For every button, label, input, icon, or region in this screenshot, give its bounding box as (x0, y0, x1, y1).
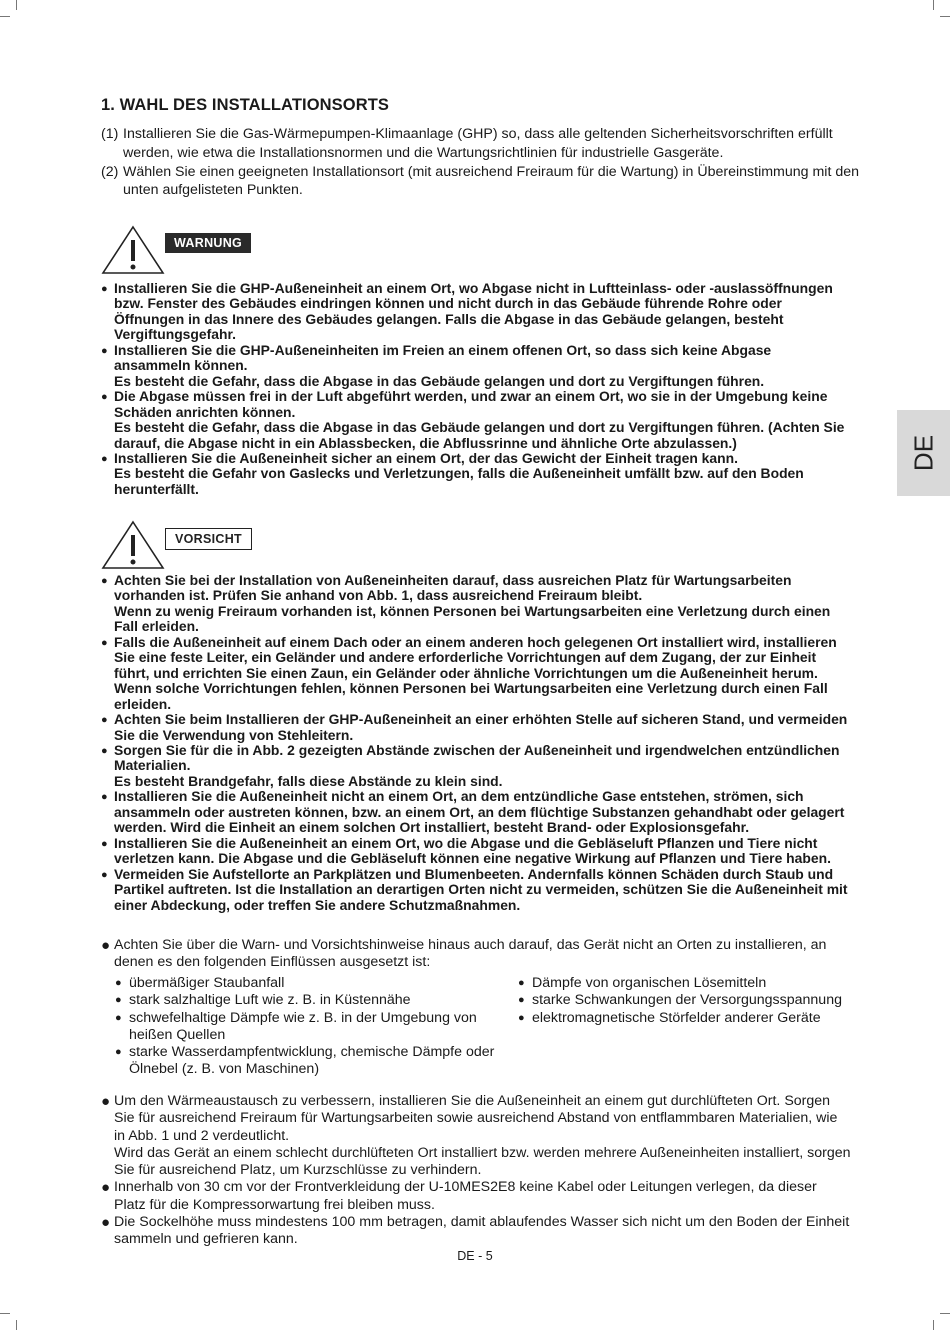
item-text: Installieren Sie die GHP-Außeneinheiten im Freien an einem offenen Ort, so dass sich keine Abgase ansammeln können. Es besteht die Gefahr, dass die Abgase in das Gebäude gelangen und dort zu Vergiftungen führen. (114, 341, 772, 389)
caution-item (101, 635, 851, 712)
bullet-icon: ● (101, 344, 108, 357)
item-text: stark salzhaltige Luft wie z. B. in Küstennähe (129, 992, 411, 1009)
item-text: Achten Sie beim Installieren der GHP-Außeneinheit an einer erhöhten Stelle auf sicheren Stand, und vermeiden Sie die Verwendung von Stehleitern. (114, 711, 848, 743)
warning-header (101, 225, 243, 275)
item-text: Installieren Sie die Gas-Wärmepumpen-Klimaanlage (GHP) so, dass alle geltenden Sicherheitsvorschriften erfüllt werden, wie etwa die Installationsnormen und die Wartungsrichtlinien für industrielle Gasgeräte. (123, 126, 833, 161)
warning-item (101, 343, 851, 389)
item-text: Installieren Sie die GHP-Außeneinheit an einem Ort, wo Abgase nicht in Luftteinlass- oder -auslassöffnungen bzw. Fenster des Gebäudes eindringen können und nicht durch in das Gebäude führende Rohre oder Öffnungen in das Innere des Gebäudes gelangen. Falls die Abgase in das Gebäude gelangen, besteht Vergiftungsgefahr. (114, 280, 833, 343)
influence-item (518, 992, 858, 1009)
caution-badge: VORSICHT (165, 528, 252, 550)
item-text: Falls die Außeneinheit auf einem Dach oder an einem anderen hoch gelegenen Ort installiert wird, installieren Sie eine feste Leiter, ein Geländer und andere erforderliche Vorrichtungen auf dem Zugang, der zur Einheit führt, und errichten Sie einen Zaun, ein Geländer oder ähnliche Vorrichtungen um die Außeneinheit herum. Wenn solche Vorrichtungen fehlen, können Personen bei Wartungsarbeiten eine Verletzung durch einen Fall erleiden. (114, 633, 837, 712)
influence-item (115, 992, 495, 1009)
item-text: Installieren Sie die Außeneinheit nicht an einem Ort, an dem entzündliche Gase entstehen, strömen, sich ansammeln oder austreten können, bzw. an einem Ort, an dem flüchtige Substanzen gehandhabt oder gelagert werden. Wird die Einheit an einem solchen Ort installiert, besteht Brand- oder Explosionsgefahr. (114, 788, 845, 836)
bullet-icon: ● (101, 1214, 111, 1232)
bullet-icon: ● (101, 937, 111, 954)
intro-list (101, 125, 861, 200)
item-text: übermäßiger Staubanfall (129, 975, 285, 991)
item-text: elektromagnetische Störfelder anderer Geräte (532, 1009, 821, 1026)
item-text: Die Sockelhöhe muss mindestens 100 mm betragen, damit ablaufendes Wasser sich nicht um den Boden der Einheit sammeln und gefrieren kann. (114, 1214, 850, 1248)
bullet-icon: ● (518, 977, 525, 989)
bullet-icon: ● (101, 868, 108, 881)
bullet-icon: ● (101, 575, 108, 587)
caution-triangle-icon (101, 520, 165, 570)
item-text: Installieren Sie die Außeneinheit an einem Ort, wo die Abgase und die Gebläseluft Pflanzen und Tiere nicht verletzen kann. Die Abgase und die Gebläseluft können eine negative Wirkung auf Pflanzen und Tiere haben. (114, 834, 831, 867)
influences-right-list (518, 975, 858, 1027)
warning-list (101, 281, 851, 497)
bullet-icon: ● (101, 744, 108, 757)
crop-mark (16, 0, 17, 10)
caution-item (101, 789, 851, 835)
note-item (101, 1214, 851, 1249)
bullet-icon: ● (101, 283, 108, 295)
caution-item (101, 712, 851, 743)
bullet-icon: ● (101, 837, 108, 850)
item-text: Achten Sie bei der Installation von Außeneinheiten darauf, dass ausreichen Platz für Wartungsarbeiten vorhanden ist. Prüfen Sie anhand von Abb. 1, dass ausreichend Freiraum bleibt. Wenn zu wenig Freiraum vorhanden ist, können Personen bei Wartungsarbeiten eine Verletzung durch einen Fall erleiden. (114, 572, 831, 635)
crop-mark (940, 16, 950, 17)
item-text: Achten Sie über die Warn- und Vorsichtshinweise hinaus auch darauf, das Gerät nicht an Orten zu installieren, an denen es den folgenden Einflüssen ausgesetzt ist: (114, 937, 827, 971)
crop-mark (0, 1313, 10, 1314)
bullet-icon: ● (101, 1093, 111, 1110)
crop-mark (933, 1320, 934, 1330)
item-text: Wählen Sie einen geeigneten Installationsort (mit ausreichend Freiraum für die Wartung) in Übereinstimmung mit den unten aufgelisteten Punkten. (123, 163, 860, 199)
warning-item (101, 451, 851, 497)
note-item (101, 937, 851, 972)
bullet-icon: ● (101, 391, 108, 404)
item-text: Um den Wärmeaustausch zu verbessern, installieren Sie die Außeneinheit an einem gut durchlüfteten Ort. Sorgen Sie für ausreichend Freiraum für Wartungsarbeiten sowie ausreichend Abstand von entflammbaren Materialien, wie in Abb. 1 und 2 verdeutlicht. Wird das Gerät an einem schlecht durchlüfteten Ort installiert bzw. werden mehrere Außeneinheiten installiert, sorgen Sie für ausreichend Platz, um Kurzschlüsse zu verhindern. (114, 1093, 851, 1179)
crop-mark (940, 1313, 950, 1314)
bullet-icon: ● (518, 1011, 525, 1024)
caution-header (101, 520, 242, 570)
item-text: starke Wasserdampfentwicklung, chemische Dämpfe oder Ölnebel (z. B. von Maschinen) (129, 1044, 495, 1078)
bullet-icon: ● (115, 994, 122, 1007)
caution-item (101, 573, 851, 635)
language-label: DE (908, 434, 938, 472)
item-text: Vermeiden Sie Aufstellorte an Parkplätzen und Blumenbeeten. Andernfalls können Schäden durch Staub und Partikel auftreten. Ist die Installation an derartigen Orten nicht zu vermeiden, schützen Sie die Außeneinheit mit einer Abdeckung, oder treffen Sie andere Schutzmaßnahmen. (114, 865, 848, 913)
influence-item (518, 975, 858, 992)
influence-item (115, 1010, 495, 1045)
influence-item (115, 975, 495, 992)
caution-item (101, 743, 851, 789)
crop-mark (933, 0, 934, 10)
influences-left-list (115, 975, 495, 1079)
bullet-icon: ● (518, 994, 525, 1007)
warning-triangle-icon (101, 225, 165, 275)
bullet-icon: ● (115, 977, 122, 989)
note-item (101, 1093, 851, 1179)
caution-list (101, 573, 851, 913)
bullet-icon: ● (115, 1046, 122, 1059)
influence-item (518, 1010, 858, 1027)
warning-item (101, 389, 851, 451)
bullet-icon: ● (101, 1179, 111, 1197)
item-text: Sorgen Sie für die in Abb. 2 gezeigten Abstände zwischen der Außeneinheit und irgendwelchen entzündlichen Materialien. Es besteht Brandgefahr, falls diese Abstände zu klein sind. (114, 741, 840, 789)
influence-item (115, 1044, 495, 1079)
bullet-icon: ● (115, 1011, 122, 1024)
crop-mark (16, 1320, 17, 1330)
item-number: (1) (101, 126, 119, 142)
item-text: starke Schwankungen der Versorgungsspannung (532, 992, 842, 1009)
item-text: schwefelhaltige Dämpfe wie z. B. in der Umgebung von heißen Quellen (129, 1009, 477, 1043)
item-number: (2) (101, 163, 119, 180)
warning-item (101, 281, 851, 343)
intro-item (101, 125, 861, 163)
item-text: Die Abgase müssen frei in der Luft abgeführt werden, und zwar an einem Ort, wo sie in der Umgebung keine Schäden anrichten können. Es besteht die Gefahr, dass die Abgase in das Gebäude gelangen und dort zu Vergiftungen führen. (Achten Sie darauf, die Abgase nicht in ein Ablassbecken, die Abflussrinne und ähnliche Orte abzulassen.) (114, 388, 845, 451)
item-text: Dämpfe von organischen Lösemitteln (532, 975, 767, 991)
bullet-icon: ● (101, 714, 108, 727)
language-tab (897, 410, 950, 496)
bullet-icon: ● (101, 452, 108, 465)
page-number: DE - 5 (457, 1249, 493, 1263)
crop-mark (0, 16, 10, 17)
item-text: Installieren Sie die Außeneinheit sicher an einem Ort, der das Gewicht der Einheit tragen kann. Es besteht die Gefahr von Gaslecks und Verletzungen, falls die Außeneinheit umfällt bzw. auf den Boden herunterfällt. (114, 449, 804, 497)
note-item (101, 1179, 851, 1214)
intro-item (101, 163, 861, 201)
caution-item (101, 867, 851, 913)
influence-note (101, 937, 851, 972)
item-text: Innerhalb von 30 cm vor der Frontverkleidung der U-10MES2E8 keine Kabel oder Leitungen verlegen, da dieser Platz für die Kompressorwartung frei bleiben muss. (114, 1179, 817, 1213)
notes-list (101, 1093, 851, 1249)
warning-badge: WARNUNG (165, 233, 251, 253)
section-heading: 1. WAHL DES INSTALLATIONSORTS (101, 96, 389, 114)
caution-item (101, 836, 851, 867)
bullet-icon: ● (101, 791, 108, 804)
bullet-icon: ● (101, 636, 108, 649)
